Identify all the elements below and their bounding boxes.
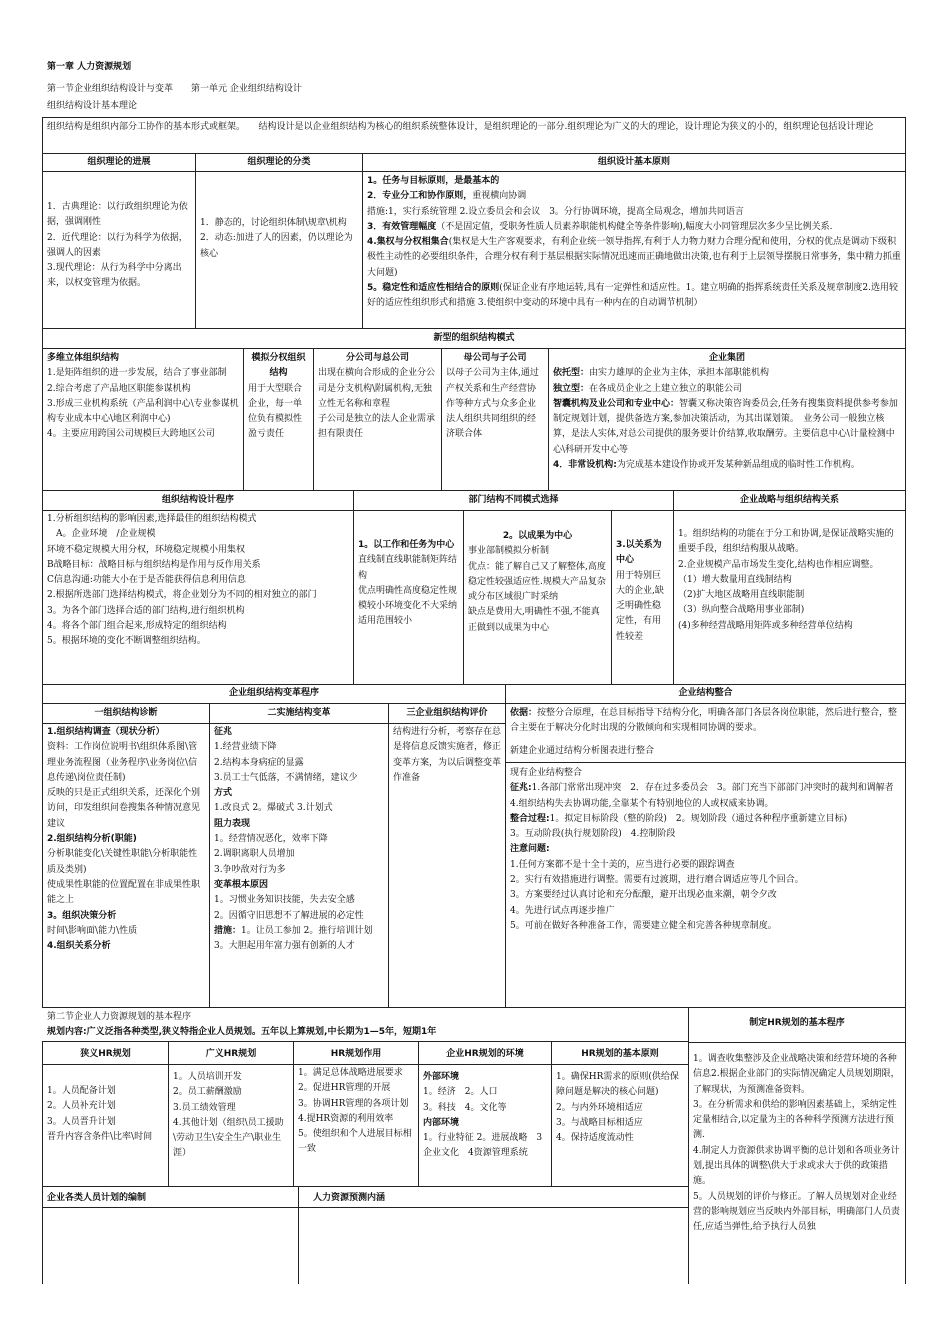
implement-item <box>214 740 384 755</box>
integrate-basis <box>506 704 905 739</box>
hr-procedure-cell <box>688 1007 906 1284</box>
strategy-item: 1。组织结构的功能在于分工和协调,是保证战略实施的重要手段，组织结构服从战略。 <box>678 529 894 555</box>
procedure-item: A。企业环境 /企业规模 <box>47 529 156 540</box>
integrate-item <box>510 781 901 796</box>
hr-procedure-item: 1。调查收集整涉及企业战略决策和经营环境的各种信息2.根据企业部门的实际情况确定人员规划期限，了解现状，为预测准备资料。 <box>693 1054 900 1095</box>
multi-dim-item: 1.是矩阵组织的进一步发展，结合了事业部制 <box>47 368 227 379</box>
mode-relation-title: 3.以关系为中心 <box>616 540 662 566</box>
principle-item <box>367 174 901 189</box>
hr-principle-item: 2。与内外环境相适应 <box>556 1102 643 1113</box>
group-header: 企业集团 <box>708 353 745 363</box>
procedure-item: 3。为各个部门选择合适的部门结构,进行组织机构 <box>47 605 245 616</box>
procedure-item: C信息沟通:功能大小在于是否能获得信息利用信息 <box>47 575 246 586</box>
mode-task-text: 直线制直线职能制矩阵结构 优点明确性高度稳定性规模较小环境变化不大采纳 适用范围较小 <box>358 555 458 627</box>
evaluate-header: 三企业组织结构评价 <box>406 708 488 718</box>
diagnosis-item <box>47 924 205 939</box>
hr-broad-item: 3.员工绩效管理 <box>173 1102 236 1113</box>
basis-text: 按整分合原理，在总目标指导下结构分化，明确各部门各层各岗位职能，然后进行整合，整合主要在于解决分化时出现的分散倾向和实现相同协调的要求。 <box>510 708 898 734</box>
hr-role-item: 2。促进HR管理的开展 <box>298 1083 391 1094</box>
hr-broad-item: 2。员工薪酬激励 <box>173 1087 242 1098</box>
implement-item-bold: 措施： <box>214 925 242 936</box>
hr-principle-item: 4。保持适度流动性 <box>556 1133 634 1144</box>
hr-procedure-header: 制定HR规划的基本程序 <box>749 1018 845 1028</box>
hr-forecast-header: 人力资源预测内涵 <box>313 1193 386 1203</box>
new-model-table <box>42 348 906 491</box>
theory-progress-item: 1．古典理论：以行政组织理论为依据，强调刚性 <box>47 202 188 228</box>
staff-plan-header: 企业各类人员计划的编制 <box>47 1193 147 1203</box>
principle-item <box>367 281 901 312</box>
theory-progress-cell <box>42 171 196 329</box>
integrate-item-text: 2。实行有效措施进行调整。需要有过渡期，进行磨合调适应等几个回合。 <box>510 875 804 886</box>
principle-item-text: （不是固定值，受职务性质人员素养职能机构健全等条件影响),幅度大小同管理层次多少呈比例关系. <box>436 221 833 232</box>
existing-title: 现有企业结构整合 <box>510 768 583 778</box>
mode-relation-cell <box>612 536 673 647</box>
integrate-item-bold: 整合过程: <box>510 813 550 824</box>
diagnosis-item <box>47 786 205 832</box>
implement-item-text: 1。经营情况恶化，效率下降 <box>214 834 328 845</box>
group-item-text: 在各成员企业之上建立独立的职能公司 <box>589 383 743 394</box>
parent-header: 母公司与子公司 <box>463 353 527 363</box>
principle-item-text: (集权是大生产客观要求，有利企业统一领导指挥,有利于人力物力财力合理分配和使用，分权的优点是调动下级积极性主动性的必要组织条件，合理分权有利于基层根据实际情况迅速而正确地做出决策,也有利于上层领导摆脱日常事务，集中精力抓重大问题) <box>367 237 901 278</box>
hr-narrow-item: 3。人员晋升计划 <box>47 1116 116 1127</box>
principle-item-bold: 4.集权与分权相集合 <box>367 237 449 248</box>
principle-item-text: 重视横向协调 <box>472 191 527 202</box>
integrate-item <box>510 919 901 934</box>
hr-env-item-bold: 外部环境 <box>423 1072 460 1082</box>
integrate-list <box>506 764 905 936</box>
principle-item-bold: 1。任务与目标原则，是最基本的 <box>367 176 500 186</box>
implement-item-text: 2。因循守旧思想不了解进展的必定性 <box>214 910 364 921</box>
group-item-bold: 智囊机构及业公司和专业中心： <box>553 398 680 409</box>
implement-item <box>214 786 384 801</box>
principle-item <box>367 220 901 235</box>
principle-item <box>367 189 901 204</box>
mode-relation-text: 用于特别巨大的企业,缺乏明确性稳定性，有用性较差 <box>616 570 664 642</box>
strategy-list <box>674 525 905 636</box>
hr-narrow-list <box>43 1082 168 1147</box>
procedure-header: 组织结构设计程序 <box>161 495 234 505</box>
integrate-item-text: 5。可前在做好各种准备工作，需要建立健全和完善各种规章制度。 <box>510 920 777 931</box>
diagnosis-item <box>47 939 205 954</box>
implement-item <box>214 756 384 771</box>
procedure-item: 1.分析组织结构的影响因素,选择最佳的组织结构模式 <box>47 514 257 524</box>
implement-item <box>214 832 384 847</box>
implement-item-text: 3.员工士气低落，不满情绪，建议少 <box>214 772 358 783</box>
implement-item <box>214 725 384 740</box>
group-item-text: 为完成基本建设作协或开发某种新品组成的临时性工作机构。 <box>616 460 860 471</box>
basis-label: 依据： <box>510 708 538 718</box>
branch-cell <box>314 349 441 445</box>
integrate-item-bold: 注意问题: <box>510 844 550 855</box>
diagnosis-list <box>43 723 209 956</box>
design-principles-cell <box>362 171 906 329</box>
group-item-text: 由实力雄厚的企业为主体，承担本部职能机构 <box>589 368 770 379</box>
theory-progress-item: 2．近代理论：以行为科学为依据，强调人的因素 <box>47 232 188 258</box>
theory-class-item: 1．静态的，讨论组织体制\规章\机构 <box>200 218 347 228</box>
diagnosis-item-text: 使成果性职能的位置配置在非成果性职能之上 <box>47 879 201 906</box>
hr-narrow-item: 1。人员配备计划 <box>47 1086 116 1096</box>
diagnosis-header: 一组织结构诊断 <box>94 708 158 718</box>
hr-env-item-bold: 内部环境 <box>423 1117 460 1128</box>
hr-broad-item: 1。人员培训开发 <box>173 1072 242 1082</box>
multi-dim-item: 4。主要应用跨国公司规模巨大跨地区公司 <box>47 429 215 440</box>
diagnosis-item-text: 分析职能变化\关键性职能\分析职能性质及类别) <box>47 849 198 875</box>
hr-narrow-item: 2。人员补充计划 <box>47 1101 116 1112</box>
implement-item-bold: 方式 <box>214 788 233 799</box>
strategy-item: （3）纵向整合战略用事业部制) <box>678 605 805 616</box>
integrate-item-text: 3。互动阶段(执行规划阶段) 4.控制阶段 <box>510 829 676 840</box>
procedure-item: 4。将各个部门组合起来,形成特定的组织结构 <box>47 621 227 632</box>
hr-broad-header: 广义HR规划 <box>205 1049 257 1059</box>
branch-text: 出现在横向合形成的企业分公司是分支机构\附属机构,无独立性无名称和章程 子公司是独立的法人企业需承担有限责任 <box>318 368 436 440</box>
group-item <box>553 366 901 381</box>
mode-result-text: 事业部制模拟分析制 优点：能了解自己又了解整体,高度稳定性较强适应性.规模大产品复杂或分布区域很广时采纳 缺点是费用大,明确性不强,不能真正做到以成果为中心 <box>468 546 606 633</box>
hr-role-item: 4.提HR资源的利用效率 <box>298 1113 394 1124</box>
implement-item <box>214 801 384 816</box>
hr-broad-list <box>169 1068 293 1164</box>
hr-procedure-item: 3。在分析需求和供给的影响因素基础上，采纳定性定量相结合,以定量为主的各种科学预测方法进行预测. <box>693 1099 897 1141</box>
implement-item-text: 2.结构本身病症的显露 <box>214 757 304 768</box>
hr-narrow-item: 晋升内容含条件\比率\时间 <box>47 1131 153 1142</box>
integrate-item-text: 3。方案要经过认真讨论和充分酝酿，避开出现必血来潮，朝令夕改 <box>510 890 777 901</box>
theory-class-list <box>196 214 362 264</box>
hr-principle-item: 3。与战略目标相适应 <box>556 1117 643 1128</box>
integrate-item <box>510 842 901 857</box>
chapter-title: 第一章 人力资源规划 <box>47 62 132 72</box>
mode-task-title: 1。以工作和任务为中心 <box>358 540 455 550</box>
multi-dim-item: 2.综合考虑了产品地区职能参谋机构 <box>47 383 191 394</box>
hr-section-title: 第二节企业人力资源规划的基本程序 <box>47 1012 192 1022</box>
hr-principle-item: 1。确保HR需求的原则(供给保障问题是解决的核心问题) <box>556 1072 679 1098</box>
procedure-item: 环境不稳定规模大用分权，环境稳定规模小用集权 <box>47 544 246 555</box>
integrate-item <box>510 812 901 827</box>
integrate-item <box>510 904 901 919</box>
diagnosis-item-bold: 1.组织结构调查（现状分析） <box>47 727 165 737</box>
integrate-item <box>510 873 901 888</box>
procedure-list <box>43 510 353 652</box>
group-item <box>553 458 901 473</box>
hr-env-item-text: 3。科技 4。文化等 <box>423 1102 507 1113</box>
mode-result-title: 2。以成果为中心 <box>502 531 573 541</box>
hr-broad-item: 4.其他计划（组织\员工援助\劳动卫生\安全生产\职业生涯） <box>173 1117 284 1159</box>
hr-role-item: 3。协调HR管理的各项计划 <box>298 1098 409 1109</box>
principle-item <box>367 235 901 281</box>
group-cell <box>549 349 905 475</box>
group-item-bold: 依托型： <box>553 368 590 379</box>
hr-env-item <box>423 1131 547 1162</box>
sim-cell <box>244 349 313 445</box>
new-enterprise-note: 新建企业通过结构分析图表进行整合 <box>510 746 655 756</box>
dept-mode-header: 部门结构不同模式选择 <box>468 495 559 505</box>
theory-progress-header: 组织理论的进展 <box>42 153 196 172</box>
procedure-item: 5。根据环境的变化不断调整组织结构。 <box>47 636 206 647</box>
integrate-item-text: 1。拟定目标阶段（整的阶段) 2。规划阶段（通过各种程序重新建立目标) <box>549 813 848 824</box>
hr-env-item <box>423 1070 547 1085</box>
hr-role-list <box>294 1064 418 1160</box>
integrate-item <box>510 797 901 812</box>
section-title: 第一节企业组织结构设计与变革 第一单元 企业组织结构设计 <box>47 84 302 94</box>
theory-progress-item: 3.现代理论：从行为科学中分离出来，以权变管理为依据。 <box>47 263 182 289</box>
hr-env-item-text: 1。行业特征 2。进展战略 3企业文化 4资源管理系统 <box>423 1133 543 1159</box>
integrate-item-text: 4。先进行试点再逐步推广 <box>510 905 615 916</box>
hr-procedure-item: 4.制定人力资源供求协调平衡的总计划和各项业务计划,提出具体的调整\供大于求或求大于供的政策措施。 <box>693 1145 900 1187</box>
implement-item <box>214 893 384 908</box>
theory-class-header: 组织理论的分类 <box>195 153 363 172</box>
hr-role-header: HR规划作用 <box>330 1049 382 1059</box>
sim-text: 用于大型联合企业，每一单位负有模拟性盈亏责任 <box>248 383 303 440</box>
implement-item-text: 1。习惯业务知识技能，失去安全感 <box>214 895 355 906</box>
evaluate-text: 结构进行分析，考察存在总是将信息反馈实施者，修正变革方案，为以后调整变革作准备 <box>393 727 502 783</box>
hr-role-item: 1。满足总体战略进展要求 <box>298 1068 403 1078</box>
implement-list <box>210 723 388 956</box>
hr-env-list <box>419 1068 551 1164</box>
mode-task-cell <box>354 536 463 632</box>
hr-env-header: 企业HR规划的环境 <box>446 1049 524 1059</box>
intro-box <box>42 117 906 154</box>
hr-env-item <box>423 1116 547 1131</box>
diagnosis-item <box>47 878 205 909</box>
implement-item-bold: 征兆 <box>214 727 233 737</box>
integrate-item-text: 4.组织结构失去协调功能,全靠某个有特别地位的人或权威来协调。 <box>510 798 774 809</box>
design-principles-header: 组织设计基本原则 <box>362 153 906 172</box>
strategy-item: （1）增大数量用直线制结构 <box>678 574 792 585</box>
diagnosis-item <box>47 725 205 740</box>
hr-table <box>42 1041 689 1187</box>
integrate-item <box>510 827 901 842</box>
sim-header: 模拟分权组织结构 <box>251 353 306 379</box>
group-item-text: 智囊又称决策咨询委员会,任务有搜集资料提供参考参加制定规划计划，提供备选方案,参加决策活动，为其出谋划策。 业务公司一般独立核算，是法人实体,对总公司提供的服务要计价结算,收取酬劳。主要信息中心\计量检测中心\科研开发中心等 <box>553 398 898 455</box>
hr-env-item-text: 1。经济 2。人口 <box>423 1087 498 1098</box>
hr-principle-header: HR规划的基本原则 <box>581 1049 659 1059</box>
diagnosis-item <box>47 832 205 847</box>
procedure-table <box>42 490 906 685</box>
design-principles-list <box>363 172 905 314</box>
hr-narrow-header: 狭义HR规划 <box>80 1049 131 1059</box>
diagnosis-item-text: 时间\影响面\能力\性质 <box>47 925 138 936</box>
principle-item <box>367 205 901 220</box>
implement-item-text: 1.改良式 2。爆破式 3.计划式 <box>214 803 333 814</box>
parent-cell <box>442 349 548 445</box>
strategy-header: 企业战略与组织结构关系 <box>739 495 839 505</box>
integrate-item-text: 1.各部门常常出现冲突 2．存在过多委员会 3。部门充当下部部门冲突时的裁判和调解者 <box>531 783 894 794</box>
hr-content: 规划内容:广义泛指各种类型,狭义特指企业人员规划。五年以上算规划,中长期为1—5年，短期1年 <box>47 1027 437 1037</box>
implement-item-text: 2.调职离职人员增加 <box>214 849 295 860</box>
procedure-item: 2.根据所选部门选择结构模式，将企业划分为不同的相对独立的部门 <box>47 590 317 601</box>
sub-title: 组织结构设计基本理论 <box>47 101 138 111</box>
strategy-item: (4)多种经营战略用矩阵或多种经营单位结构 <box>678 620 853 631</box>
branch-header: 分公司与总公司 <box>345 353 409 363</box>
implement-item <box>214 847 384 862</box>
strategy-item: 2.企业规模产品市场发生变化,结构也作相应调整。 <box>678 559 879 570</box>
strategy-item: （2)扩大地区战略用直线职能制 <box>678 590 805 601</box>
implement-item-text: 3.争吵敌对行为多 <box>214 864 286 875</box>
principle-item-bold: 2．专业分工和协作原则， <box>367 191 473 202</box>
new-model-title: 新型的组织结构模式 <box>42 328 906 349</box>
implement-header: 二实施结构变革 <box>267 708 331 718</box>
implement-item <box>214 878 384 893</box>
intro-text: 组织结构是组织内部分工协作的基本形式或框架。 结构设计是以企业组织结构为核心的组织系统整体设计，是组织理论的一部分.组织理论为广义的大的理论，设计理论为狭义的小的，组织理论包括设计理论 <box>47 122 874 132</box>
integrate-table <box>505 703 906 1008</box>
diagnosis-item-bold: 3。组织决策分析 <box>47 910 117 921</box>
group-item-bold: 独立型： <box>553 383 590 394</box>
diagnosis-item <box>47 740 205 786</box>
group-item <box>553 382 901 397</box>
diagnosis-item-bold: 4.组织关系分析 <box>47 941 111 952</box>
implement-item-text: 3。大胆起用年富力强有创新的人才 <box>214 941 355 952</box>
principle-item-text: (保证企业有序地运转,具有一定弹性和适应性。1。建立明确的指挥系统责任关系及规章制度2.选用较好的适应性组织形式和措施 3.使组织中变动的环境中具有一种内在的自动调节机制） <box>367 283 898 309</box>
integrate-item <box>510 858 901 873</box>
change-table <box>42 703 506 1008</box>
mode-result-cell <box>464 527 611 638</box>
theory-class-item: 2．动态:加进了人的因素，仍以理论为核心 <box>200 233 353 259</box>
diagnosis-item-bold: 2.组织结构分析(职能) <box>47 834 137 845</box>
multi-dim-cell <box>43 349 243 445</box>
principle-item-bold: 5。稳定性和适应性相结合的原则 <box>367 283 500 294</box>
principle-item-bold: 3．有效管理幅度 <box>367 221 437 232</box>
integrate-item-bold: 征兆: <box>510 783 532 794</box>
diagnosis-item <box>47 847 205 878</box>
implement-item-text: 1。让员工参加 2。推行培训计划 <box>241 925 373 936</box>
implement-item <box>214 817 384 832</box>
integrate-item-text: 1.任何方案都不是十全十美的，应当进行必要的跟踪调查 <box>510 859 735 870</box>
group-item-bold: 4．非常设机构: <box>553 460 617 471</box>
change-title: 企业组织结构变革程序 <box>42 684 506 704</box>
implement-item <box>214 863 384 878</box>
principle-item-text: 措施:1，实行系统管理 2.设立委员会和会议 3。分行协调环境，提高全局观念，增加共同语言 <box>367 206 744 217</box>
parent-text: 以母子公司为主体,通过产权关系和生产经营协作等种方式与众多企业法人组织共同组织的经济联合体 <box>446 368 539 440</box>
implement-item-text: 1.经营业绩下降 <box>214 742 277 753</box>
hr-principle-list <box>552 1068 688 1148</box>
implement-item <box>214 771 384 786</box>
procedure-item: B战略目标：战略目标与组织结构是作用与反作用关系 <box>47 559 261 570</box>
integrate-title: 企业结构整合 <box>505 684 906 704</box>
theory-class-cell <box>195 171 363 329</box>
multi-dim-item: 3.形成三业机构系统（产品利润中心\专业参谋机构专业成本中心\地区利润中心) <box>47 398 239 425</box>
hr-env-item <box>423 1085 547 1100</box>
theory-progress-list <box>43 198 195 294</box>
multi-dim-header: 多维立体组织结构 <box>47 353 120 363</box>
hr-procedure-list <box>689 1050 905 1238</box>
implement-item <box>214 909 384 924</box>
diagnosis-item-text: 反映的只是正式组织关系，还深化个别访问，印发组织问卷搜集各种情况意见建议 <box>47 788 201 829</box>
hr-procedure-item: 5。人员规划的评价与修正。了解人员规划对企业经营的影响规划应当反映内外部目标，明确部门人员责任,应适当弹性,给予执行人员独 <box>693 1191 901 1233</box>
hr-env-item <box>423 1101 547 1116</box>
implement-item-bold: 变革根本原因 <box>214 879 269 890</box>
hr-bottom-table <box>42 1186 689 1284</box>
diagnosis-item <box>47 909 205 924</box>
implement-item <box>214 924 384 939</box>
implement-item <box>214 939 384 954</box>
group-item <box>553 397 901 458</box>
diagnosis-item-text: 资料：工作岗位说明书\组织体系图\管理业务流程图（业务程序\业务岗位\信息传递\岗位责任制) <box>47 742 198 783</box>
implement-item-bold: 阻力表现 <box>214 818 251 829</box>
hr-role-item: 5。使组织和个人进展目标相一致 <box>298 1129 412 1155</box>
integrate-item <box>510 888 901 903</box>
